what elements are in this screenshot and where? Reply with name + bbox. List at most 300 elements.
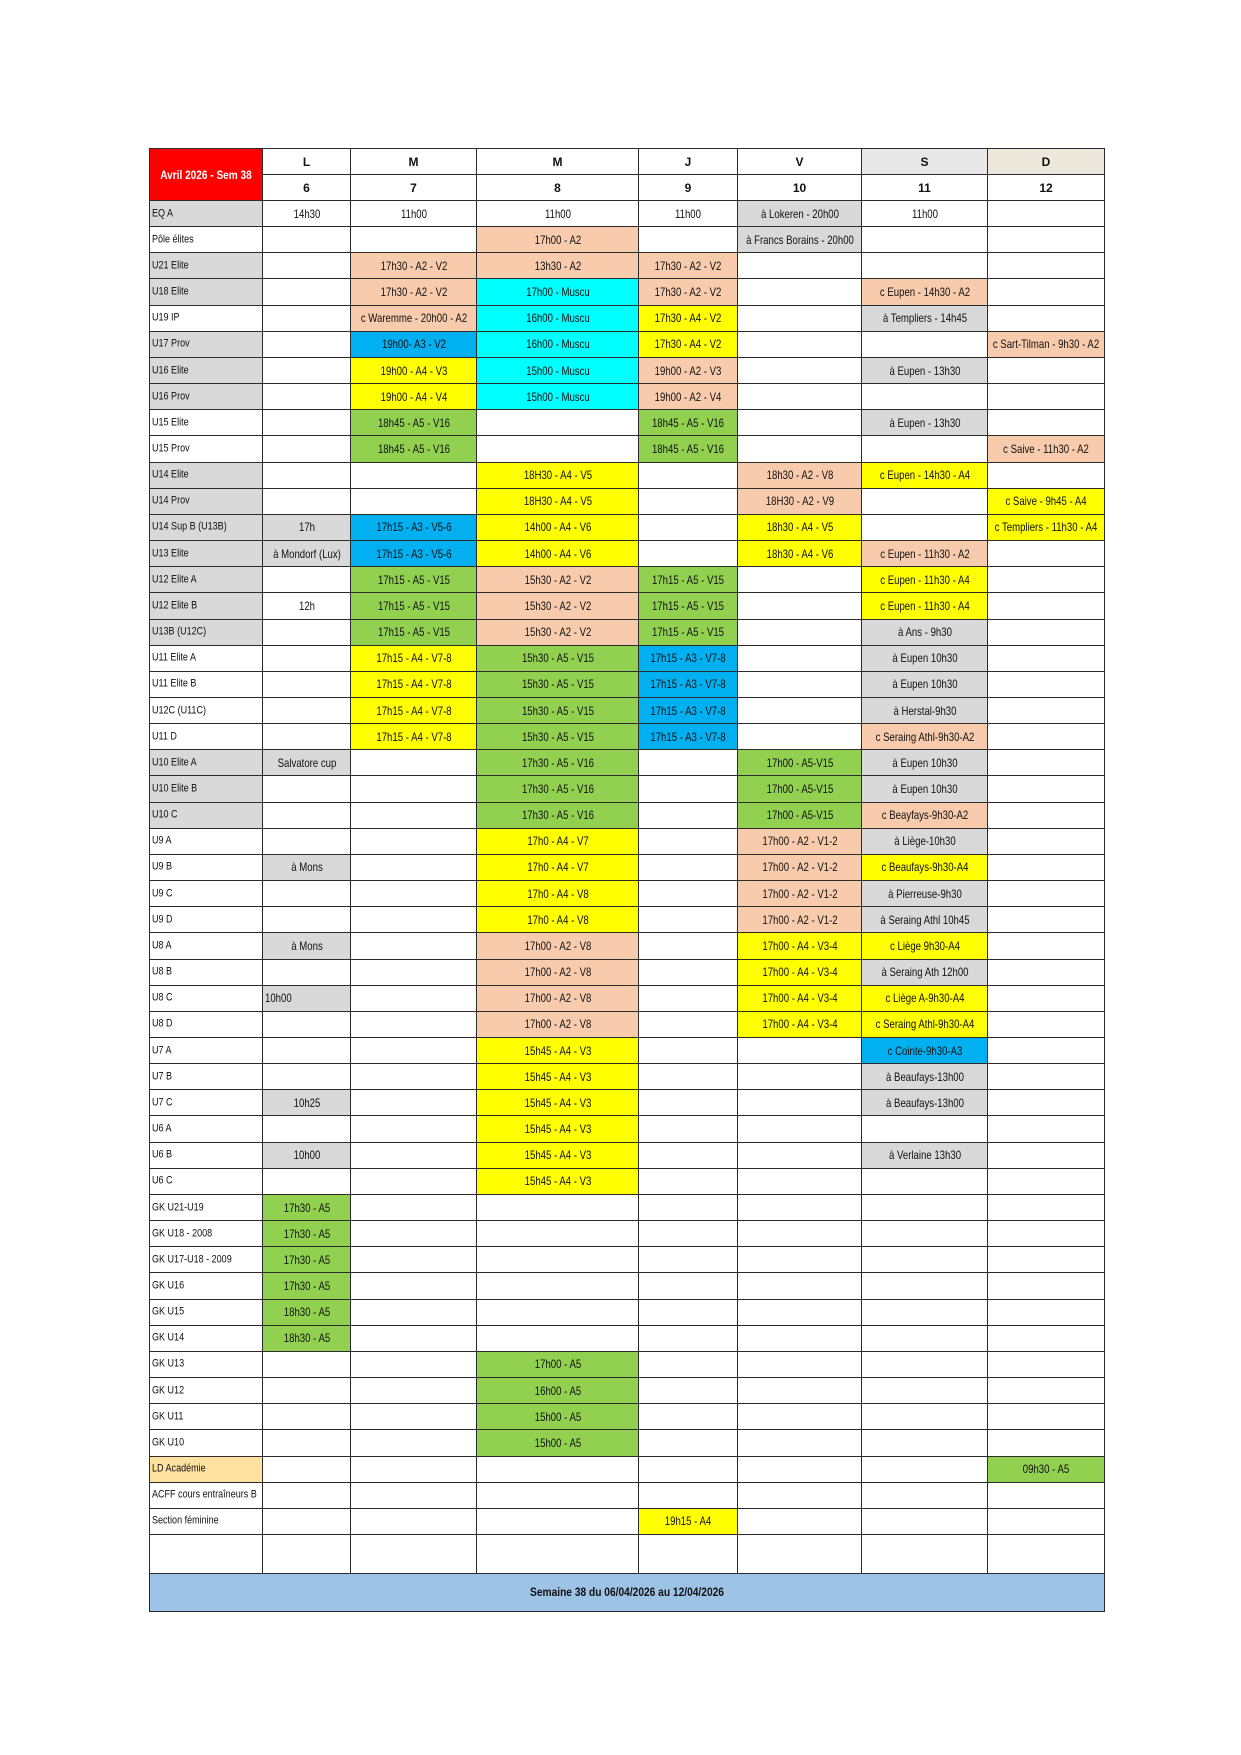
schedule-cell xyxy=(477,1221,639,1247)
session-text: 17h30 - A5 xyxy=(283,1200,330,1215)
session-text: 18h45 - A5 - V16 xyxy=(377,441,450,456)
schedule-cell xyxy=(738,331,862,357)
team-label: GK U10 xyxy=(152,1436,185,1449)
schedule-row xyxy=(150,1430,1105,1456)
schedule-cell xyxy=(862,279,988,305)
schedule-cell xyxy=(263,697,351,723)
schedule-cell xyxy=(639,462,738,488)
schedule-row xyxy=(150,645,1105,671)
session-text: 11h00 xyxy=(544,206,571,221)
team-label: U14 Prov xyxy=(152,494,190,507)
team-label-cell xyxy=(150,1508,263,1534)
team-label: U10 C xyxy=(152,808,178,821)
session-text: 18h30 - A2 - V8 xyxy=(766,468,833,483)
team-label: U15 Prov xyxy=(152,442,190,455)
team-label: U12C (U11C) xyxy=(152,704,206,717)
schedule-cell xyxy=(639,802,738,828)
schedule-cell xyxy=(263,724,351,750)
team-label: ACFF cours entraîneurs B xyxy=(152,1488,257,1501)
session-text: 17h30 - A2 - V2 xyxy=(654,258,722,273)
team-label: U8 A xyxy=(152,939,172,952)
schedule-cell xyxy=(738,1273,862,1299)
schedule-cell xyxy=(351,331,477,357)
session-text: 15h45 - A4 - V3 xyxy=(524,1043,591,1058)
schedule-cell xyxy=(862,1456,988,1482)
schedule-cell xyxy=(639,645,738,671)
session-text: 11h00 xyxy=(911,206,938,221)
session-text: 17h00 - A4 - V3-4 xyxy=(761,1017,838,1032)
team-label: U10 Elite A xyxy=(152,756,197,769)
session-text: à Herstal-9h30 xyxy=(893,703,956,718)
session-text: 18h45 - A5 - V16 xyxy=(651,441,725,456)
schedule-cell xyxy=(988,1038,1105,1064)
blank-cell xyxy=(351,1534,477,1573)
schedule-cell xyxy=(988,1168,1105,1194)
session-text: c Liège A-9h30-A4 xyxy=(885,991,964,1006)
schedule-cell xyxy=(988,201,1105,227)
schedule-cell xyxy=(862,462,988,488)
session-text: à Beaufays-13h00 xyxy=(885,1069,964,1084)
session-text: 15h30 - A5 - V15 xyxy=(521,703,594,718)
schedule-cell xyxy=(477,253,639,279)
team-label-cell xyxy=(150,1116,263,1142)
schedule-cell xyxy=(988,828,1105,854)
schedule-cell xyxy=(351,436,477,462)
schedule-cell xyxy=(263,619,351,645)
schedule-cell xyxy=(263,1194,351,1220)
team-label-cell xyxy=(150,1404,263,1430)
schedule-row xyxy=(150,724,1105,750)
team-label-cell xyxy=(150,907,263,933)
schedule-cell xyxy=(263,514,351,540)
team-label-cell xyxy=(150,514,263,540)
session-text: 11h00 xyxy=(400,206,427,221)
session-text: 18h45 - A5 - V16 xyxy=(651,415,725,430)
team-label: Section féminine xyxy=(152,1514,219,1527)
team-label: U9 D xyxy=(152,913,173,926)
schedule-cell xyxy=(351,1482,477,1508)
blank-cell xyxy=(862,1534,988,1573)
schedule-cell xyxy=(639,1299,738,1325)
schedule-cell xyxy=(351,828,477,854)
team-label: U13B (U12C) xyxy=(152,625,207,638)
session-text: 15h00 - Muscu xyxy=(525,363,590,378)
schedule-cell xyxy=(477,488,639,514)
session-text: 13h30 - A2 xyxy=(534,258,581,273)
schedule-cell xyxy=(738,776,862,802)
day-number: 10 xyxy=(792,180,807,195)
schedule-cell xyxy=(477,331,639,357)
schedule-cell xyxy=(639,985,738,1011)
session-text: 17h00 - A2 - V1-2 xyxy=(761,834,838,849)
session-text: 17h15 - A3 - V7-8 xyxy=(650,729,726,744)
team-label: GK U14 xyxy=(152,1331,185,1344)
session-text: 17h30 - A5 - V16 xyxy=(521,782,594,797)
session-text: 15h45 - A4 - V3 xyxy=(524,1095,591,1110)
schedule-cell xyxy=(988,1194,1105,1220)
schedule-cell xyxy=(351,1116,477,1142)
session-text: c Beayfays-9h30-A2 xyxy=(881,808,968,823)
day-number-cell xyxy=(351,175,477,201)
schedule-cell xyxy=(862,514,988,540)
session-text: à Ans - 9h30 xyxy=(897,625,952,640)
team-label-cell xyxy=(150,881,263,907)
session-text: à Eupen 10h30 xyxy=(891,782,958,797)
team-label: GK U11 xyxy=(152,1410,184,1423)
schedule-cell xyxy=(862,1508,988,1534)
schedule-cell xyxy=(351,1299,477,1325)
schedule-cell xyxy=(988,305,1105,331)
schedule-cell xyxy=(477,881,639,907)
schedule-cell xyxy=(738,462,862,488)
team-label: U16 Elite xyxy=(152,364,189,377)
schedule-row xyxy=(150,802,1105,828)
day-number-cell xyxy=(263,175,351,201)
session-text: 17h00 - A4 - V3-4 xyxy=(761,965,838,980)
schedule-cell xyxy=(263,541,351,567)
schedule-cell xyxy=(738,514,862,540)
session-text: 14h30 xyxy=(293,206,320,221)
schedule-cell xyxy=(738,881,862,907)
schedule-cell xyxy=(263,1064,351,1090)
schedule-cell xyxy=(639,357,738,383)
session-text: 17h30 - A2 - V2 xyxy=(380,258,447,273)
schedule-cell xyxy=(639,828,738,854)
schedule-cell xyxy=(738,724,862,750)
schedule-cell xyxy=(477,854,639,880)
session-text: 17h15 - A4 - V7-8 xyxy=(375,651,452,666)
schedule-cell xyxy=(862,253,988,279)
session-text: 17h00 - A2 - V8 xyxy=(524,1017,591,1032)
team-label: U6 C xyxy=(152,1174,173,1187)
team-label-cell xyxy=(150,1011,263,1037)
schedule-cell xyxy=(263,776,351,802)
schedule-cell xyxy=(477,514,639,540)
team-label-cell xyxy=(150,1168,263,1194)
schedule-cell xyxy=(988,488,1105,514)
schedule-cell xyxy=(988,959,1105,985)
team-label-cell xyxy=(150,1456,263,1482)
day-number: 8 xyxy=(554,180,561,195)
schedule-row xyxy=(150,907,1105,933)
team-label-cell xyxy=(150,462,263,488)
day-header-sunday xyxy=(988,149,1105,175)
schedule-row xyxy=(150,1142,1105,1168)
schedule-cell xyxy=(351,1038,477,1064)
schedule-cell xyxy=(738,1116,862,1142)
session-text: à Eupen 10h30 xyxy=(891,755,958,770)
session-text: à Pierreuse-9h30 xyxy=(887,886,962,901)
schedule-cell xyxy=(862,671,988,697)
team-label-cell xyxy=(150,1273,263,1299)
schedule-cell xyxy=(351,1404,477,1430)
session-text: 17h0 - A4 - V7 xyxy=(526,860,589,875)
schedule-cell xyxy=(639,750,738,776)
day-number-cell xyxy=(988,175,1105,201)
schedule-cell xyxy=(263,488,351,514)
day-header-saturday xyxy=(862,149,988,175)
schedule-cell xyxy=(263,227,351,253)
team-label: U11 Elite B xyxy=(152,677,197,690)
session-text: à Templiers - 14h45 xyxy=(882,311,967,326)
schedule-cell xyxy=(988,1090,1105,1116)
session-text: 17h00 - A5-V15 xyxy=(766,755,833,770)
session-text: 17h30 - A2 - V2 xyxy=(380,285,447,300)
session-text: 17h15 - A5 - V15 xyxy=(651,625,725,640)
day-number: 9 xyxy=(684,180,692,195)
schedule-cell xyxy=(862,201,988,227)
schedule-cell xyxy=(263,1273,351,1299)
schedule-cell xyxy=(639,305,738,331)
session-text: c Eupen - 11h30 - A4 xyxy=(879,598,970,613)
session-text: à Seraing Athl 10h45 xyxy=(879,912,970,927)
schedule-cell xyxy=(988,776,1105,802)
team-label: U19 IP xyxy=(152,311,180,324)
schedule-cell xyxy=(639,514,738,540)
schedule-cell xyxy=(738,854,862,880)
day-number-cell xyxy=(477,175,639,201)
schedule-row xyxy=(150,619,1105,645)
schedule-cell xyxy=(988,907,1105,933)
session-text: à Eupen 10h30 xyxy=(891,651,958,666)
schedule-cell xyxy=(988,802,1105,828)
schedule-cell xyxy=(351,881,477,907)
schedule-cell xyxy=(738,1351,862,1377)
team-label-cell xyxy=(150,1142,263,1168)
schedule-cell xyxy=(862,357,988,383)
session-text: 14h00 - A4 - V6 xyxy=(524,520,591,535)
schedule-cell xyxy=(988,1404,1105,1430)
schedule-row xyxy=(150,1011,1105,1037)
schedule-cell xyxy=(263,567,351,593)
schedule-cell xyxy=(477,1378,639,1404)
team-label-cell xyxy=(150,1325,263,1351)
schedule-cell xyxy=(639,279,738,305)
session-text: 15h00 - Muscu xyxy=(525,389,590,404)
team-label: U9 B xyxy=(152,860,173,873)
schedule-body xyxy=(150,201,1105,1535)
schedule-cell xyxy=(862,750,988,776)
schedule-cell xyxy=(477,933,639,959)
session-text: 17h15 - A5 - V15 xyxy=(651,572,725,587)
schedule-cell xyxy=(263,253,351,279)
schedule-row xyxy=(150,357,1105,383)
day-header-friday xyxy=(738,149,862,175)
schedule-cell xyxy=(477,985,639,1011)
schedule-cell xyxy=(477,671,639,697)
schedule-row xyxy=(150,750,1105,776)
team-label-cell xyxy=(150,697,263,723)
session-text: 17h00 - A2 - V8 xyxy=(524,991,591,1006)
session-text: 15h00 - A5 xyxy=(534,1409,581,1424)
session-text: 17h15 - A3 - V7-8 xyxy=(650,677,726,692)
schedule-cell xyxy=(477,1456,639,1482)
session-text: 16h00 - Muscu xyxy=(525,311,590,326)
schedule-cell xyxy=(351,959,477,985)
week-title: Avril 2026 - Sem 38 xyxy=(160,167,252,182)
team-label-cell xyxy=(150,724,263,750)
session-text: 14h00 - A4 - V6 xyxy=(524,546,591,561)
schedule-cell xyxy=(639,724,738,750)
schedule-cell xyxy=(351,802,477,828)
schedule-cell xyxy=(862,854,988,880)
schedule-cell xyxy=(639,697,738,723)
schedule-cell xyxy=(351,253,477,279)
schedule-cell xyxy=(988,724,1105,750)
schedule-cell xyxy=(639,567,738,593)
schedule-cell xyxy=(351,776,477,802)
session-text: 17h xyxy=(298,520,315,535)
schedule-row xyxy=(150,1221,1105,1247)
session-text: 17h30 - A5 xyxy=(283,1226,330,1241)
schedule-cell xyxy=(639,201,738,227)
schedule-cell xyxy=(738,933,862,959)
team-label: U7 C xyxy=(152,1096,173,1109)
schedule-cell xyxy=(477,279,639,305)
team-label: Pôle élites xyxy=(152,233,194,246)
schedule-cell xyxy=(639,1247,738,1273)
schedule-cell xyxy=(738,1378,862,1404)
session-text: 10h00 xyxy=(293,1148,320,1163)
schedule-row xyxy=(150,1325,1105,1351)
schedule-cell xyxy=(988,933,1105,959)
schedule-cell xyxy=(477,619,639,645)
session-text: 17h15 - A3 - V7-8 xyxy=(650,703,726,718)
session-text: 18h30 - A5 xyxy=(283,1331,330,1346)
day-number: 11 xyxy=(918,180,931,195)
team-label-cell xyxy=(150,331,263,357)
schedule-cell xyxy=(738,671,862,697)
session-text: 16h00 - Muscu xyxy=(525,337,590,352)
team-label: GK U13 xyxy=(152,1357,185,1370)
schedule-cell xyxy=(988,697,1105,723)
schedule-cell xyxy=(988,1351,1105,1377)
session-text: 15h30 - A2 - V2 xyxy=(524,625,591,640)
schedule-cell xyxy=(738,1064,862,1090)
schedule-cell xyxy=(862,1064,988,1090)
team-label: U17 Prov xyxy=(152,337,190,350)
schedule-cell xyxy=(263,671,351,697)
schedule-cell xyxy=(988,567,1105,593)
schedule-cell xyxy=(263,201,351,227)
schedule-row xyxy=(150,331,1105,357)
schedule-cell xyxy=(738,1430,862,1456)
schedule-cell xyxy=(738,1299,862,1325)
schedule-cell xyxy=(738,1482,862,1508)
team-label: GK U21-U19 xyxy=(152,1201,204,1214)
session-text: 10h00 xyxy=(265,991,292,1006)
day-letter: S xyxy=(920,154,929,169)
schedule-cell xyxy=(988,985,1105,1011)
schedule-cell xyxy=(263,384,351,410)
schedule-cell xyxy=(738,201,862,227)
schedule-cell xyxy=(263,1168,351,1194)
schedule-row xyxy=(150,567,1105,593)
schedule-cell xyxy=(639,384,738,410)
schedule-cell xyxy=(639,619,738,645)
schedule-cell xyxy=(351,567,477,593)
schedule-row xyxy=(150,1404,1105,1430)
schedule-cell xyxy=(477,1064,639,1090)
session-text: 17h30 - A5 xyxy=(283,1252,330,1267)
session-text: à Liège-10h30 xyxy=(893,834,956,849)
schedule-cell xyxy=(477,201,639,227)
session-text: c Seraing Athl-9h30-A2 xyxy=(875,729,974,744)
team-label: U12 Elite A xyxy=(152,573,197,586)
schedule-cell xyxy=(639,1116,738,1142)
schedule-cell xyxy=(738,1508,862,1534)
team-label-cell xyxy=(150,436,263,462)
schedule-cell xyxy=(263,750,351,776)
team-label: U11 D xyxy=(152,730,177,743)
schedule-cell xyxy=(263,854,351,880)
schedule-cell xyxy=(988,671,1105,697)
session-text: à Francs Borains - 20h00 xyxy=(745,232,854,247)
blank-cell xyxy=(738,1534,862,1573)
schedule-cell xyxy=(862,724,988,750)
footer-row xyxy=(150,1573,1105,1611)
schedule-cell xyxy=(738,802,862,828)
schedule-cell xyxy=(477,1116,639,1142)
session-text: 17h00 - A2 - V1-2 xyxy=(761,860,838,875)
team-label-cell xyxy=(150,593,263,619)
schedule-cell xyxy=(263,881,351,907)
schedule-cell xyxy=(263,1247,351,1273)
day-header-monday xyxy=(263,149,351,175)
schedule-cell xyxy=(988,1142,1105,1168)
team-label-cell xyxy=(150,1430,263,1456)
session-text: 18h30 - A4 - V6 xyxy=(766,546,833,561)
schedule-cell xyxy=(351,619,477,645)
session-text: 17h30 - A4 - V2 xyxy=(654,311,722,326)
team-label-cell xyxy=(150,279,263,305)
team-label-cell xyxy=(150,619,263,645)
team-label-cell xyxy=(150,488,263,514)
session-text: 17h00 - A2 xyxy=(534,232,581,247)
schedule-cell xyxy=(639,1456,738,1482)
schedule-cell xyxy=(351,1430,477,1456)
schedule-cell xyxy=(263,1404,351,1430)
schedule-cell xyxy=(738,1456,862,1482)
schedule-cell xyxy=(862,1247,988,1273)
session-text: 17h15 - A5 - V15 xyxy=(377,625,450,640)
schedule-cell xyxy=(988,462,1105,488)
schedule-row xyxy=(150,1038,1105,1064)
schedule-cell xyxy=(477,436,639,462)
schedule-cell xyxy=(263,357,351,383)
schedule-cell xyxy=(988,1299,1105,1325)
session-text: Salvatore cup xyxy=(277,755,336,770)
schedule-cell xyxy=(639,1430,738,1456)
schedule-cell xyxy=(477,1351,639,1377)
session-text: 18H30 - A2 - V9 xyxy=(765,494,834,509)
schedule-cell xyxy=(738,1404,862,1430)
session-text: 09h30 - A5 xyxy=(1022,1462,1070,1477)
schedule-cell xyxy=(862,567,988,593)
schedule-cell xyxy=(351,750,477,776)
team-label-cell xyxy=(150,1299,263,1325)
schedule-row xyxy=(150,1482,1105,1508)
schedule-cell xyxy=(351,227,477,253)
schedule-cell xyxy=(477,462,639,488)
schedule-cell xyxy=(738,1090,862,1116)
session-text: 17h15 - A4 - V7-8 xyxy=(375,729,452,744)
schedule-row xyxy=(150,488,1105,514)
schedule-cell xyxy=(862,1090,988,1116)
session-text: 19h00 - A2 - V4 xyxy=(654,389,722,404)
team-label-cell xyxy=(150,1221,263,1247)
schedule-cell xyxy=(862,1116,988,1142)
